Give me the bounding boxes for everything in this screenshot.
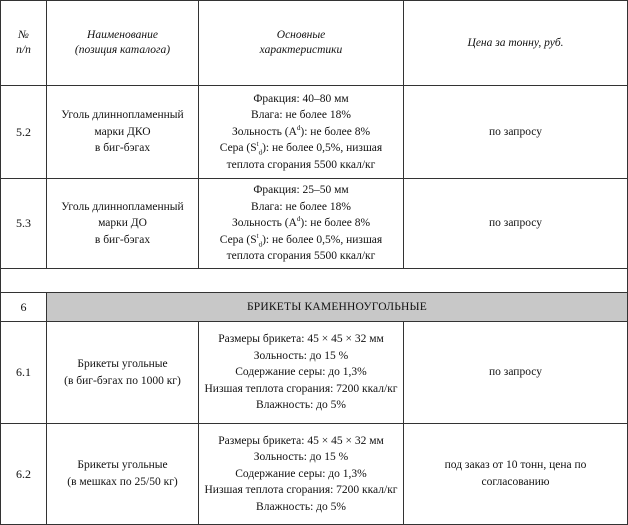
row-specs: Фракция: 40–80 мм Влага: не более 18% Зольность $(A^d)$: не более 8% Сера $(S^t_d)$: не более 0,5%, низшая теплота сгорания 5500 ккал/кг [199, 86, 404, 179]
header-specs: Основные характеристики [199, 1, 404, 86]
section-row [1, 293, 628, 322]
sulfur-line: Сера $(S^t_d)$: не более 0,5%, низшая [219, 231, 383, 249]
spacer-row [1, 269, 628, 293]
row-number: 6.2 [1, 424, 47, 525]
ash-line: Зольность $(A^d)$: не более 8% [231, 123, 371, 138]
row-price: под заказ от 10 тонн, цена по согласованию [404, 424, 628, 525]
table-header-row [1, 1, 628, 86]
table-row [1, 86, 628, 179]
row-number: 5.3 [1, 179, 47, 269]
row-name: Уголь длиннопламенный марки ДО в биг-бэгах [47, 179, 199, 269]
section-title: БРИКЕТЫ КАМЕННОУГОЛЬНЫЕ [47, 293, 628, 322]
header-price: Цена за тонну, руб. [404, 1, 628, 86]
row-number: 6.1 [1, 322, 47, 424]
spacer-cell [1, 269, 628, 293]
row-specs: Фракция: 25–50 мм Влага: не более 18% Зольность $(A^d)$: не более 8% Сера $(S^t_d)$: не более 0,5%, низшая теплота сгорания 5500 ккал/кг [199, 179, 404, 269]
ash-line: Зольность $(A^d)$: не более 8% [231, 215, 371, 230]
row-number: 5.2 [1, 86, 47, 179]
section-number: 6 [1, 293, 47, 322]
row-price: по запросу [404, 179, 628, 269]
row-name: Брикеты угольные (в мешках по 25/50 кг) [47, 424, 199, 525]
row-price: по запросу [404, 86, 628, 179]
row-specs: Размеры брикета: 45 × 45 × 32 мм Зольность: до 15 % Содержание серы: до 1,3% Низшая теплота сгорания: 7200 ккал/кг Влажность: до 5% [199, 322, 404, 424]
row-name: Брикеты угольные (в биг-бэгах по 1000 кг) [47, 322, 199, 424]
table-row [1, 424, 628, 525]
sulfur-line: Сера $(S^t_d)$: не более 0,5%, низшая [219, 140, 383, 157]
header-name: Наименование (позиция каталога) [47, 1, 199, 86]
row-name: Уголь длиннопламенный марки ДКО в биг-бэгах [47, 86, 199, 179]
table-row [1, 322, 628, 424]
row-price: по запросу [404, 322, 628, 424]
row-specs: Размеры брикета: 45 × 45 × 32 мм Зольность: до 15 % Содержание серы: до 1,3% Низшая теплота сгорания: 7200 ккал/кг Влажность: до 5% [199, 424, 404, 525]
header-number: № п/п [1, 1, 47, 86]
table-row [1, 179, 628, 269]
